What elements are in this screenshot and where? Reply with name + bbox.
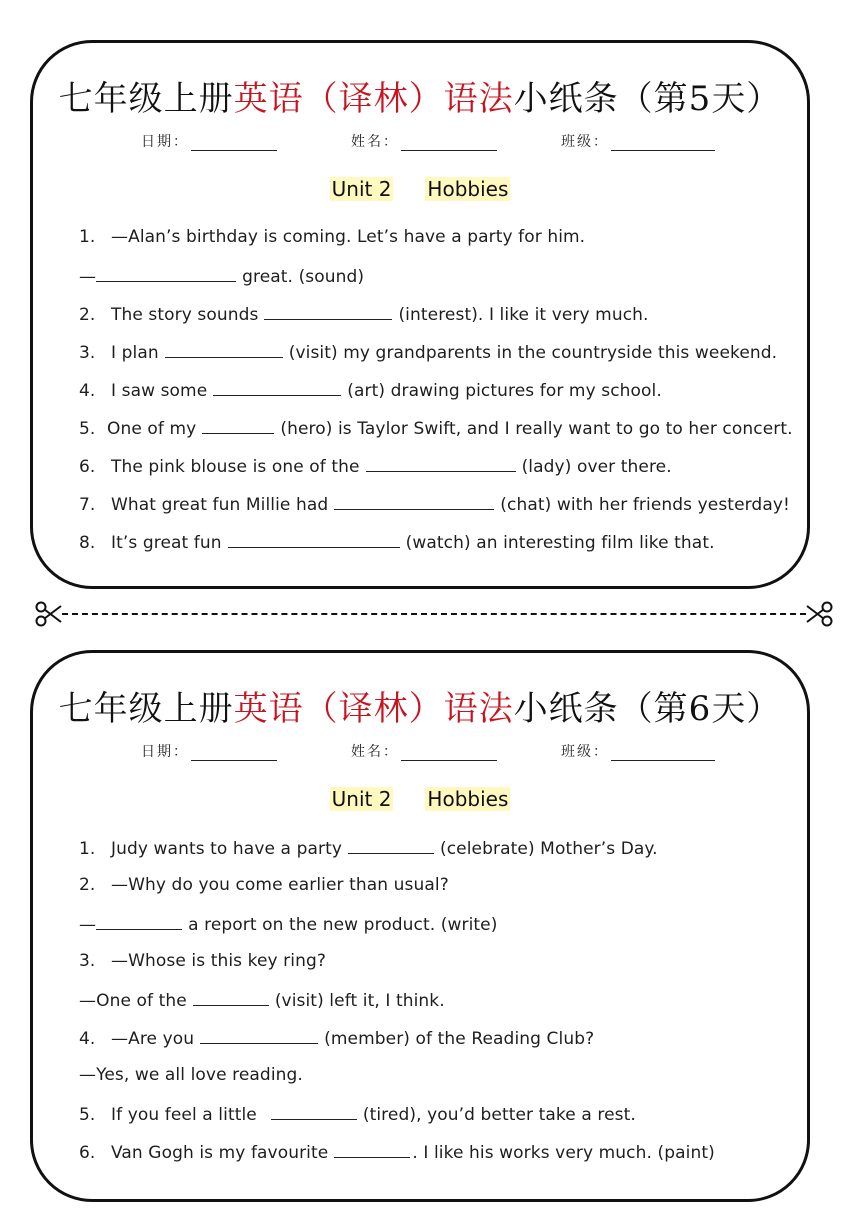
answer-blank[interactable] — [213, 379, 341, 396]
name-blank[interactable] — [401, 136, 497, 151]
question-line: 1. Judy wants to have a party (celebrate) Mother’s Day. — [79, 839, 658, 859]
name-field: 姓名： — [351, 131, 497, 151]
scissors-icon — [806, 600, 834, 628]
question-line: 3. —Whose is this key ring? — [79, 951, 326, 971]
date-field: 日期： — [141, 741, 277, 761]
worksheet-title: 七年级上册英语（译林）语法小纸条（第5天） — [58, 79, 782, 119]
question-line: 8. It’s great fun (watch) an interesting film like that. — [79, 533, 715, 553]
cut-line — [34, 600, 834, 628]
question-line: —Yes, we all love reading. — [79, 1065, 303, 1085]
question-line: 2. —Why do you come earlier than usual? — [79, 875, 449, 895]
answer-blank[interactable] — [264, 303, 392, 320]
worksheet-card-day6 — [30, 650, 810, 1202]
question-line: 5. If you feel a little (tired), you’d better take a rest. — [79, 1105, 636, 1125]
question-line: — a report on the new product. (write) — [79, 915, 498, 935]
answer-blank[interactable] — [193, 989, 269, 1006]
class-blank[interactable] — [611, 746, 715, 761]
date-field: 日期： — [141, 131, 277, 151]
unit-heading: Unit 2 Hobbies — [331, 177, 509, 201]
answer-blank[interactable] — [202, 417, 274, 434]
answer-blank[interactable] — [200, 1027, 318, 1044]
class-blank[interactable] — [611, 136, 715, 151]
question-line: — great. (sound) — [79, 267, 365, 287]
question-line: 4. I saw some (art) drawing pictures for my school. — [79, 381, 662, 401]
scissors-icon — [34, 600, 62, 628]
answer-blank[interactable] — [271, 1103, 357, 1120]
date-blank[interactable] — [191, 746, 277, 761]
question-line: 7. What great fun Millie had (chat) with her friends yesterday! — [79, 495, 790, 515]
question-line: 2. The story sounds (interest). I like it very much. — [79, 305, 649, 325]
answer-blank[interactable] — [96, 913, 182, 930]
question-line: 6. The pink blouse is one of the (lady) over there. — [79, 457, 672, 477]
dashed-divider — [62, 613, 806, 615]
date-blank[interactable] — [191, 136, 277, 151]
answer-blank[interactable] — [366, 455, 516, 472]
question-line: 4. —Are you (member) of the Reading Club? — [79, 1029, 595, 1049]
worksheet-card-day5 — [30, 40, 810, 589]
name-field: 姓名： — [351, 741, 497, 761]
question-line: 6. Van Gogh is my favourite . I like his works very much. (paint) — [79, 1143, 715, 1163]
answer-blank[interactable] — [228, 531, 400, 548]
answer-blank[interactable] — [96, 265, 236, 282]
answer-blank[interactable] — [348, 837, 434, 854]
answer-blank[interactable] — [334, 493, 494, 510]
question-line: 3. I plan (visit) my grandparents in the countryside this weekend. — [79, 343, 778, 363]
question-line: 1. —Alan’s birthday is coming. Let’s have a party for him. — [79, 227, 586, 247]
answer-blank[interactable] — [165, 341, 283, 358]
class-field: 班级： — [561, 131, 715, 151]
question-line: 5. One of my (hero) is Taylor Swift, and I really want to go to her concert. — [79, 419, 793, 439]
worksheet-title: 七年级上册英语（译林）语法小纸条（第6天） — [58, 689, 782, 729]
unit-heading: Unit 2 Hobbies — [331, 787, 509, 811]
name-blank[interactable] — [401, 746, 497, 761]
class-field: 班级： — [561, 741, 715, 761]
question-line: —One of the (visit) left it, I think. — [79, 991, 445, 1011]
answer-blank[interactable] — [334, 1141, 410, 1158]
